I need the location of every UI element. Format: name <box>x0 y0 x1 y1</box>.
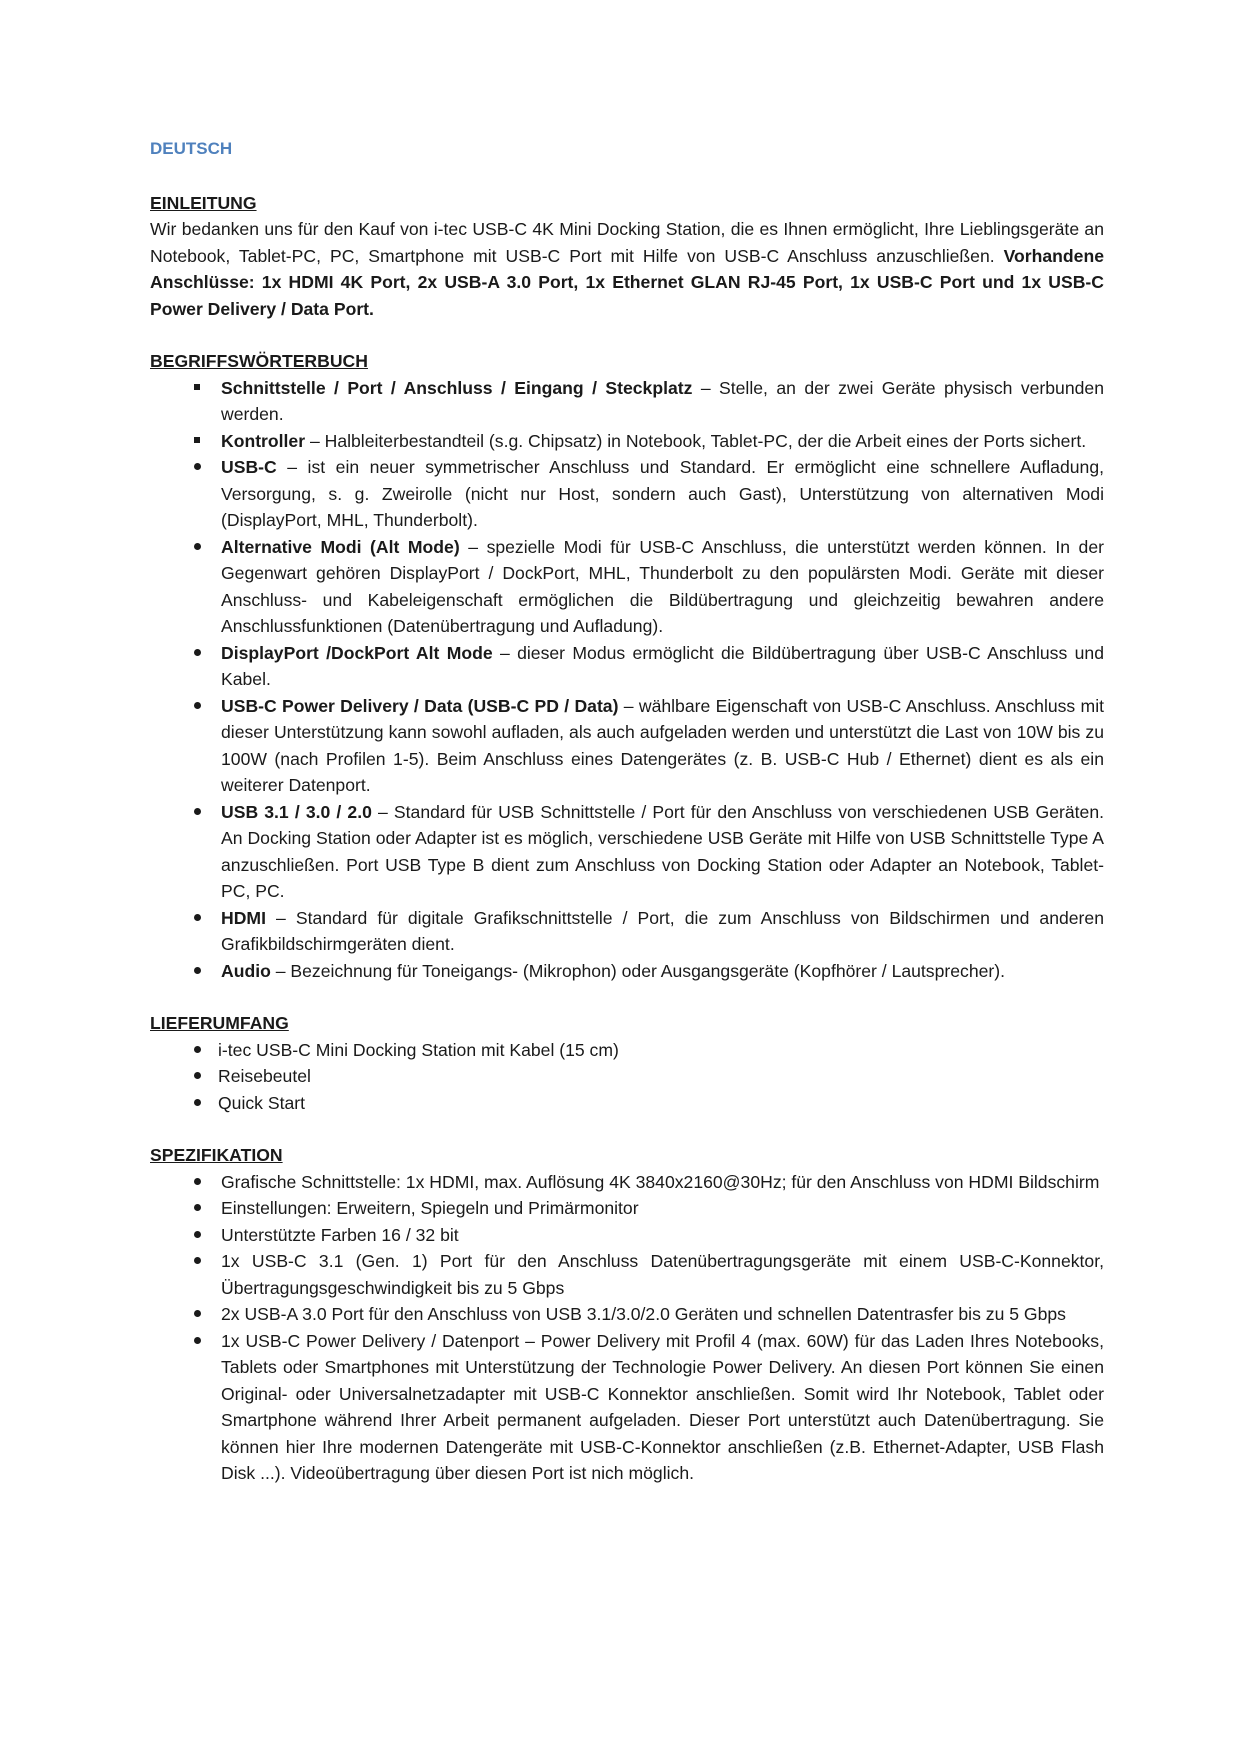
delivery-title: LIEFERUMFANG <box>150 1013 289 1033</box>
glossary-item <box>150 534 1104 640</box>
glossary-term: DisplayPort /DockPort Alt Mode <box>221 642 493 663</box>
intro-paragraph <box>150 216 1104 322</box>
dot-bullet-icon <box>187 1169 207 1196</box>
spec-item <box>150 1195 1104 1222</box>
spec-item-text: Grafische Schnittstelle: 1x HDMI, max. Auflösung 4K 3840x2160@30Hz; für den Anschluss von HDMI Bildschirm <box>221 1171 1100 1192</box>
intro-title: EINLEITUNG <box>150 192 257 213</box>
delivery-item-text: i-tec USB-C Mini Docking Station mit Kabel (15 cm) <box>218 1039 619 1060</box>
dot-bullet-icon <box>187 534 207 561</box>
dot-bullet-icon <box>187 1222 207 1249</box>
glossary-definition: – spezielle Modi für USB-C Anschluss, die unterstützt werden können. In der Gegenwart gehören DisplayPort / DockPort, MHL, Thunderbolt zu den populärsten Modi. Geräte mit dieser Anschluss- und Kabeleigenschaft ermöglichen die Bildübertragung und gleichzeitig bewahren andere Anschlussfunktionen (Datenübertragung und Aufladung). <box>221 536 1104 636</box>
dot-bullet-icon <box>187 693 207 720</box>
glossary-term: Audio <box>221 960 271 981</box>
spec-item-text: 1x USB-C Power Delivery / Datenport – Power Delivery mit Profil 4 (max. 60W) für das Laden Ihres Notebooks, Tablets oder Smartphones mit Unterstützung der Technologie Power Delivery. An diesen Port können Sie einen Original- oder Universalnetzadapter mit USB-C Konnektor anschließen. Somit wird Ihr Notebook, Tablet oder Smartphone während Ihrer Arbeit permanent aufgeladen. Dieser Port unterstützt auch Datenübertragung. Sie können hier Ihre modernen Datengeräte mit USB-C-Konnektor anschließen (z.B. Ethernet-Adapter, USB Flash Disk ...). Videoübertragung über diesen Port ist nich möglich. <box>221 1330 1104 1483</box>
glossary-term: HDMI <box>221 907 266 928</box>
delivery-item <box>150 1037 1104 1064</box>
glossary-item <box>150 428 1104 455</box>
glossary-item <box>150 693 1104 799</box>
spec-item-text: 1x USB-C 3.1 (Gen. 1) Port für den Anschluss Datenübertragungsgeräte mit einem USB-C-Konnektor, Übertragungsgeschwindigkeit bis zu 5 Gbps <box>221 1251 1104 1298</box>
glossary-item <box>150 375 1104 428</box>
dot-bullet-icon <box>187 1063 207 1090</box>
dot-bullet-icon <box>187 1195 207 1222</box>
delivery-item-text: Reisebeutel <box>218 1066 311 1086</box>
document-page <box>150 136 1104 1487</box>
glossary-term: USB-C Power Delivery / Data (USB-C PD / Data) <box>221 695 619 716</box>
dot-bullet-icon <box>187 1328 207 1355</box>
dot-bullet-icon <box>187 1248 207 1275</box>
delivery-item <box>150 1090 1104 1117</box>
glossary-definition: – Standard für digitale Grafikschnittstelle / Port, die zum Anschluss von Bildschirmen und anderen Grafikbildschirmgeräten dient. <box>221 907 1104 954</box>
spec-item-text: Einstellungen: Erweitern, Spiegeln und Primärmonitor <box>221 1198 639 1218</box>
spec-item <box>150 1222 1104 1249</box>
delivery-item <box>150 1063 1104 1090</box>
delivery-section <box>150 1010 1104 1116</box>
dot-bullet-icon <box>187 905 207 932</box>
dot-bullet-icon <box>187 1301 207 1328</box>
spec-section <box>150 1142 1104 1487</box>
intro-text: Wir bedanken uns für den Kauf von i-tec USB-C 4K Mini Docking Station, die es Ihnen ermöglicht, Ihre Lieblingsgeräte an Notebook, Tablet-PC, PC, Smartphone mit USB-C Port mit Hilfe von USB-C Anschluss anzuschließen. <box>150 219 1104 266</box>
glossary-term: Kontroller <box>221 430 306 451</box>
square-bullet-icon <box>187 375 207 402</box>
glossary-title: BEGRIFFSWÖRTERBUCH <box>150 351 368 371</box>
spec-item <box>150 1248 1104 1301</box>
glossary-item <box>150 905 1104 958</box>
glossary-term: Schnittstelle / Port / Anschluss / Eingang / Steckplatz <box>221 377 693 398</box>
spec-item <box>150 1328 1104 1487</box>
spec-item-text: 2x USB-A 3.0 Port für den Anschluss von USB 3.1/3.0/2.0 Geräten und schnellen Datentrasfer bis zu 5 Gbps <box>221 1304 1066 1324</box>
dot-bullet-icon <box>187 454 207 481</box>
spec-item <box>150 1301 1104 1328</box>
language-label: DEUTSCH <box>150 139 233 158</box>
glossary-item <box>150 799 1104 905</box>
dot-bullet-icon <box>187 1090 207 1117</box>
glossary-definition: – Bezeichnung für Toneigangs- (Mikrophon) oder Ausgangsgeräte (Kopfhörer / Lautsprecher). <box>270 960 1006 981</box>
dot-bullet-icon <box>187 640 207 667</box>
glossary-definition: – dieser Modus ermöglicht die Bildübertragung über USB-C Anschluss und Kabel. <box>221 642 1104 689</box>
spec-item-text: Unterstützte Farben 16 / 32 bit <box>221 1224 459 1245</box>
glossary-term: USB 3.1 / 3.0 / 2.0 <box>221 801 372 822</box>
square-bullet-icon <box>187 428 207 455</box>
glossary-item <box>150 640 1104 693</box>
intro-ports-text: Vorhandene Anschlüsse: 1x HDMI 4K Port, 2x USB-A 3.0 Port, 1x Ethernet GLAN RJ-45 Port, 1x USB-C Port und 1x USB-C Power Delivery / Data Port. <box>150 245 1104 319</box>
glossary-definition: – Standard für USB Schnittstelle / Port für den Anschluss von verschiedenen USB Geräten. An Docking Station oder Adapter ist es möglich, verschiedene USB Geräte mit Hilfe von USB Schnittstelle Type A anzuschließen. Port USB Type B dient zum Anschluss von Docking Station oder Adapter an Notebook, Tablet-PC, PC. <box>221 801 1104 901</box>
delivery-item-text: Quick Start <box>218 1092 306 1113</box>
glossary-definition: – wählbare Eigenschaft von USB-C Anschluss. Anschluss mit dieser Unterstützung kann sowohl aufladen, als auch aufgeladen werden und unterstützt die Last von 10W bis zu 100W (nach Profilen 1-5). Beim Anschluss eines Datengerätes (z. B. USB-C Hub / Ethernet) dient es als ein weiterer Datenport. <box>221 695 1104 795</box>
spec-item <box>150 1169 1104 1196</box>
delivery-list <box>150 1037 1104 1117</box>
glossary-section <box>150 348 1104 984</box>
spec-list <box>150 1169 1104 1487</box>
glossary-item <box>150 958 1104 985</box>
glossary-item <box>150 454 1104 534</box>
glossary-term: Alternative Modi (Alt Mode) <box>221 536 460 557</box>
intro-section <box>150 190 1104 323</box>
spec-title: SPEZIFIKATION <box>150 1145 283 1165</box>
dot-bullet-icon <box>187 1037 207 1064</box>
dot-bullet-icon <box>187 799 207 826</box>
dot-bullet-icon <box>187 958 207 985</box>
glossary-term: USB-C <box>221 457 277 477</box>
glossary-list <box>150 375 1104 985</box>
glossary-definition: – ist ein neuer symmetrischer Anschluss und Standard. Er ermöglicht eine schnellere Aufladung, Versorgung, s. g. Zweirolle (nicht nur Host, sondern auch Gast), Unterstützung von alternativen Modi (DisplayPort, MHL, Thunderbolt). <box>221 457 1104 530</box>
glossary-definition: – Stelle, an der zwei Geräte physisch verbunden werden. <box>221 377 1104 424</box>
glossary-definition: – Halbleiterbestandteil (s.g. Chipsatz) in Notebook, Tablet-PC, der die Arbeit eines der Ports sichert. <box>305 430 1087 451</box>
